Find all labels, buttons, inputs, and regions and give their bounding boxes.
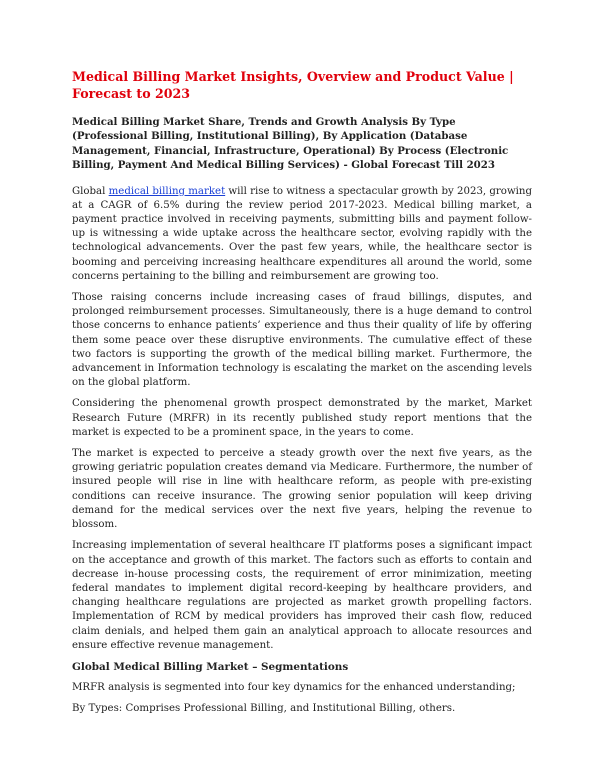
document-subtitle: Medical Billing Market Share, Trends and Growth Analysis By Type (Professional Billing, Institutional Billing), By Application (Database Management, Financial, Infrastructure, Operational) By Process (Electronic Billing, Payment And Medical Billing Services) - Global Forecast Till 2023 bbox=[72, 116, 509, 172]
intro-paragraph bbox=[72, 185, 532, 284]
body-paragraph-growth-prospect: Considering the phenomenal growth prospect demonstrated by the market, Market Research Future (MRFR) in its recently published study report mentions that the market is expected to be a prominent space, in the years to come. bbox=[72, 398, 532, 438]
body-paragraph-healthcare-it: Increasing implementation of several healthcare IT platforms poses a significant impact on the acceptance and growth of this market. The factors such as efforts to contain and decrease in-house processing costs, the requirement of error minimization, meeting federal mandates to implement digital record-keeping by healthcare providers, and changing healthcare regulations are projected as market growth propelling factors. Implementation of RCM by medical providers has improved their cash flow, reduced claim denials, and helped them gain an analytical approach to allocate resources and ensure effective revenue management. bbox=[72, 540, 532, 651]
segmentations-heading: Global Medical Billing Market – Segmentations bbox=[72, 660, 349, 673]
body-paragraph-steady-growth: The market is expected to perceive a steady growth over the next five years, as the growing geriatric population creates demand via Medicare. Furthermore, the number of insured people will rise in line with healthcare reform, as people with pre-existing conditions can receive insurance. The growing senior population will keep driving demand for the medical services over the next five years, helping the revenue to blossom. bbox=[72, 448, 532, 531]
document-title: Medical Billing Market Insights, Overview and Product Value | Forecast to 2023 bbox=[72, 69, 514, 101]
segment-paragraph-types: By Types: Comprises Professional Billing, and Institutional Billing, others. bbox=[72, 703, 456, 715]
body-paragraph-concerns: Those raising concerns include increasing cases of fraud billings, disputes, and prolonged reimbursement processes. Simultaneously, there is a huge demand to control those concerns to enhance patients’ experience and thus their quality of life by offering them some peace over these disruptive environments. The cumulative effect of these two factors is supporting the growth of the medical billing market. Furthermore, the advancement in Information technology is escalating the market on the ascending levels on the global platform. bbox=[72, 292, 532, 389]
medical-billing-market-link[interactable]: medical billing market bbox=[108, 185, 226, 197]
intro-text-before-link: Global bbox=[72, 185, 109, 197]
document-page bbox=[72, 68, 532, 723]
segment-paragraph-analysis: MRFR analysis is segmented into four key dynamics for the enhanced understanding; bbox=[72, 681, 516, 693]
intro-text-after-link: will rise to witness a spectacular growth by 2023, growing at a CAGR of 6.5% during the review period 2017-2023. Medical billing market, a payment practice involved in receiving payments, submitting bills and payment follow-up is witnessing a wide uptake across the healthcare sector, evolving rapidly with the technological advancements. Over the past few years, while, the healthcare sector is booming and perceiving increasing healthcare expenditures all around the world, some concerns pertaining to the billing and reimbursement are growing too. bbox=[72, 185, 533, 282]
